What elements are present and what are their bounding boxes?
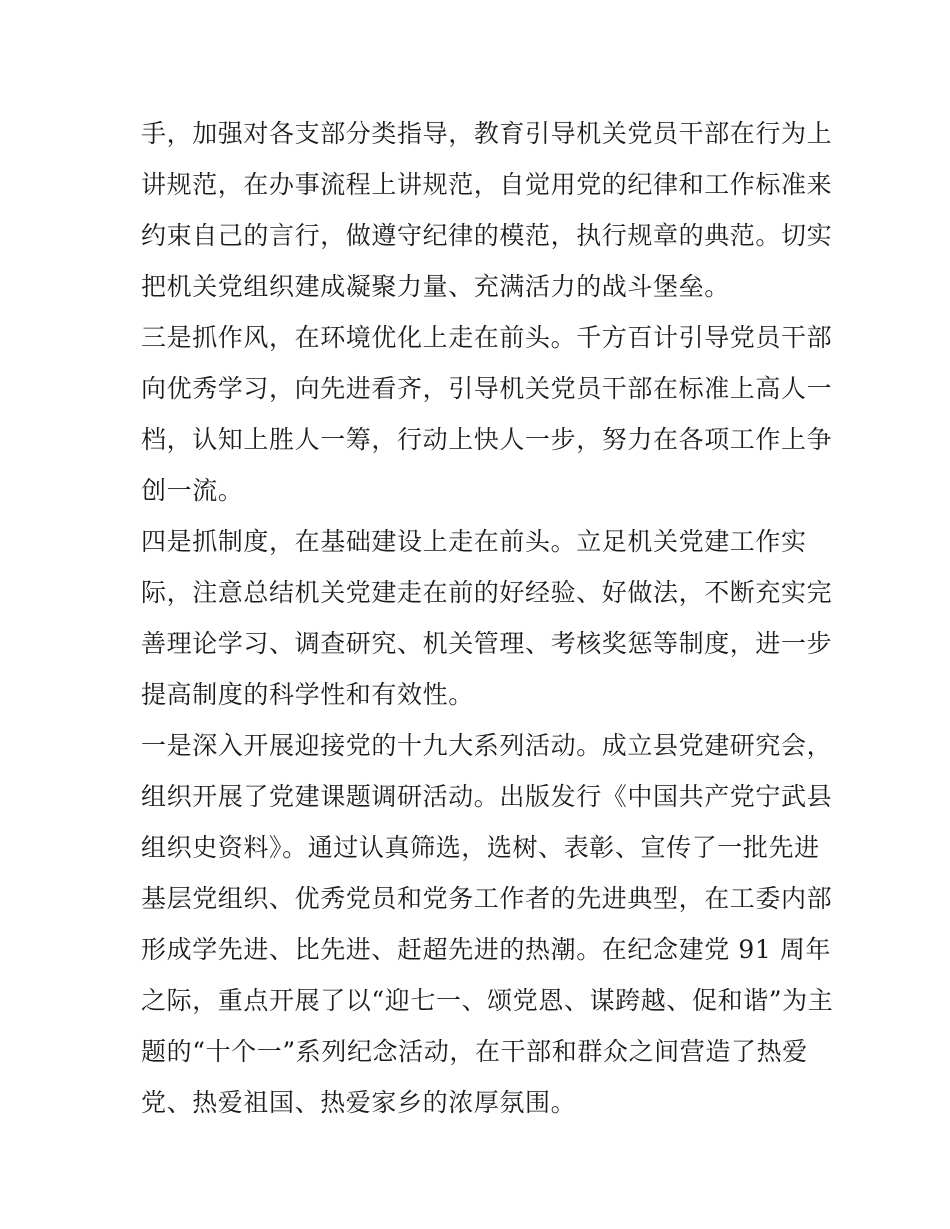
text-line: 把机关党组织建成凝聚力量、充满活力的战斗堡垒。 [141,272,730,301]
text-line: 基层党组织、优秀党员和党务工作者的先进典型，在工委内部 [141,884,833,913]
text-line: 三是抓作风，在环境优化上走在前头。千方百计引导党员干部 [141,323,833,352]
text-line: 约束自己的言行，做遵守纪律的模范，执行规章的典范。切实 [141,221,833,250]
text-line: 组织开展了党建课题调研活动。出版发行《中国共产党宁武县 [141,782,833,811]
text-line: 题的“十个一”系列纪念活动，在干部和群众之间营造了热爱 [141,1037,808,1066]
text-line: 一是深入开展迎接党的十九大系列活动。成立县党建研究会， [141,731,833,760]
text-line: 四是抓制度，在基础建设上走在前头。立足机关党建工作实 [141,527,807,556]
text-line: 际，注意总结机关党建走在前的好经验、好做法，不断充实完 [141,578,833,607]
text-line: 组织史资料》。通过认真筛选，选树、表彰、宣传了一批先进 [141,833,820,862]
text-line: 向优秀学习，向先进看齐，引导机关党员干部在标准上高人一 [141,374,833,403]
text-line: 形成学先进、比先进、赶超先进的热潮。在纪念建党 91 周年 [141,935,832,964]
document-body [141,108,834,1128]
text-line: 善理论学习、调查研究、机关管理、考核奖惩等制度，进一步 [141,629,833,658]
text-line: 档，认知上胜人一筹，行动上快人一步，努力在各项工作上争 [141,425,833,454]
text-line: 党、热爱祖国、热爱家乡的浓厚氛围。 [141,1088,577,1117]
text-line: 手，加强对各支部分类指导，教育引导机关党员干部在行为上 [141,119,833,148]
text-line: 讲规范，在办事流程上讲规范，自觉用党的纪律和工作标准来 [141,170,833,199]
text-line: 创一流。 [141,476,244,505]
text-line: 之际，重点开展了以“迎七一、颂党恩、谋跨越、促和谐”为主 [141,986,834,1015]
text-line: 提高制度的科学性和有效性。 [141,680,474,709]
